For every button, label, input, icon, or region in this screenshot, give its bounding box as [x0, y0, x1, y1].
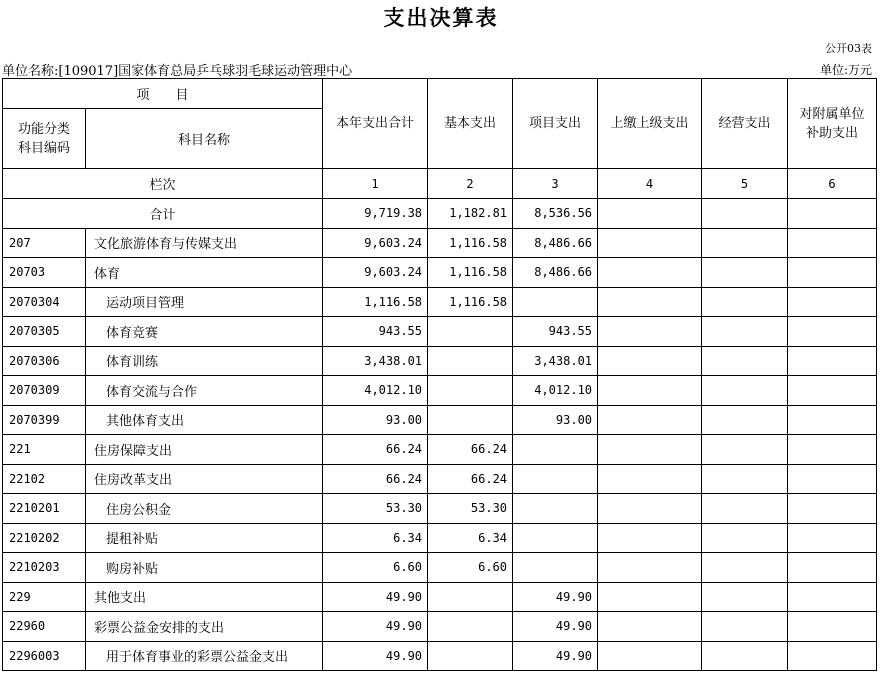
table-row [3, 494, 877, 524]
row-value: 1,116.58 [323, 287, 428, 317]
row-value [702, 376, 788, 406]
table-row [3, 346, 877, 376]
row-name: 其他体育支出 [86, 405, 323, 435]
row-value [788, 494, 877, 524]
lanci-label: 栏次 [3, 169, 323, 199]
row-value: 49.90 [323, 641, 428, 671]
row-name: 住房保障支出 [86, 435, 323, 465]
total-value [702, 199, 788, 229]
row-code: 207 [3, 228, 86, 258]
total-value: 1,182.81 [428, 199, 513, 229]
row-value: 1,116.58 [428, 228, 513, 258]
row-value: 66.24 [428, 464, 513, 494]
row-code: 2070309 [3, 376, 86, 406]
row-name: 用于体育事业的彩票公益金支出 [86, 641, 323, 671]
row-value: 4,012.10 [323, 376, 428, 406]
row-value [598, 435, 702, 465]
row-value [428, 405, 513, 435]
row-value [702, 405, 788, 435]
total-value: 8,536.56 [513, 199, 598, 229]
expenditure-table [2, 78, 877, 671]
header-col-3: 项目支出 [513, 79, 598, 169]
row-value [702, 287, 788, 317]
row-value [428, 376, 513, 406]
row-value: 49.90 [513, 582, 598, 612]
row-name: 体育交流与合作 [86, 376, 323, 406]
row-value [788, 582, 877, 612]
row-value [788, 641, 877, 671]
row-value [598, 641, 702, 671]
row-value: 49.90 [323, 582, 428, 612]
row-value: 3,438.01 [513, 346, 598, 376]
row-value: 6.60 [428, 553, 513, 583]
row-value [788, 258, 877, 288]
lanci-num: 6 [788, 169, 877, 199]
header-col-5: 经营支出 [702, 79, 788, 169]
row-name: 其他支出 [86, 582, 323, 612]
row-code: 229 [3, 582, 86, 612]
row-code: 2070305 [3, 317, 86, 347]
row-value [788, 553, 877, 583]
row-value: 943.55 [513, 317, 598, 347]
row-name: 提租补贴 [86, 523, 323, 553]
header-xiangmu: 项 目 [3, 79, 323, 109]
row-value: 53.30 [428, 494, 513, 524]
row-value: 6.34 [428, 523, 513, 553]
currency-unit: 单位:万元 [819, 63, 872, 77]
table-row [3, 287, 877, 317]
unit-name: 单位名称:[109017]国家体育总局乒乓球羽毛球运动管理中心 [2, 64, 353, 79]
row-value [788, 523, 877, 553]
lanci-num: 1 [323, 169, 428, 199]
row-value [788, 346, 877, 376]
row-value [428, 641, 513, 671]
row-value [598, 494, 702, 524]
row-value [788, 464, 877, 494]
header-name: 科目名称 [86, 109, 323, 169]
row-value [702, 435, 788, 465]
row-value: 93.00 [323, 405, 428, 435]
row-value [702, 228, 788, 258]
row-value [513, 287, 598, 317]
row-value: 9,603.24 [323, 228, 428, 258]
row-name: 运动项目管理 [86, 287, 323, 317]
table-row [3, 228, 877, 258]
form-number: 公开03表 [825, 42, 872, 55]
row-name: 体育训练 [86, 346, 323, 376]
table-row [3, 317, 877, 347]
row-value [513, 435, 598, 465]
row-value [428, 317, 513, 347]
row-value: 66.24 [323, 464, 428, 494]
row-value: 1,116.58 [428, 287, 513, 317]
row-value [702, 553, 788, 583]
row-value [598, 317, 702, 347]
row-value [598, 612, 702, 642]
table-row [3, 435, 877, 465]
row-value: 4,012.10 [513, 376, 598, 406]
table-row [3, 612, 877, 642]
row-value [598, 287, 702, 317]
header-col-6: 对附属单位补助支出 [788, 79, 877, 169]
row-value [788, 612, 877, 642]
row-value: 93.00 [513, 405, 598, 435]
row-code: 2296003 [3, 641, 86, 671]
row-value [428, 612, 513, 642]
table-row [3, 376, 877, 406]
row-value: 66.24 [323, 435, 428, 465]
row-value [788, 317, 877, 347]
row-name: 体育 [86, 258, 323, 288]
row-value: 1,116.58 [428, 258, 513, 288]
row-value: 49.90 [513, 612, 598, 642]
page-title: 支出决算表 [383, 5, 499, 30]
row-value [598, 346, 702, 376]
row-code: 2210201 [3, 494, 86, 524]
total-label: 合计 [3, 199, 323, 229]
total-value [598, 199, 702, 229]
header-col-1: 本年支出合计 [323, 79, 428, 169]
row-name: 彩票公益金安排的支出 [86, 612, 323, 642]
table-row [3, 405, 877, 435]
row-value [788, 405, 877, 435]
table-row [3, 641, 877, 671]
row-value: 8,486.66 [513, 228, 598, 258]
row-value [702, 641, 788, 671]
row-value: 49.90 [513, 641, 598, 671]
row-value [513, 523, 598, 553]
row-value [702, 582, 788, 612]
row-value [513, 494, 598, 524]
row-name: 文化旅游体育与传媒支出 [86, 228, 323, 258]
lanci-num: 2 [428, 169, 513, 199]
row-value: 9,603.24 [323, 258, 428, 288]
row-value: 6.34 [323, 523, 428, 553]
row-code: 22102 [3, 464, 86, 494]
table-row [3, 582, 877, 612]
row-value [428, 582, 513, 612]
total-row [3, 199, 877, 229]
header-col-4: 上缴上级支出 [598, 79, 702, 169]
row-value [702, 464, 788, 494]
row-value [788, 376, 877, 406]
row-value [702, 612, 788, 642]
row-value [788, 287, 877, 317]
row-value [598, 405, 702, 435]
row-value [598, 376, 702, 406]
table-row [3, 258, 877, 288]
row-value [513, 464, 598, 494]
row-code: 2070399 [3, 405, 86, 435]
row-code: 2210203 [3, 553, 86, 583]
row-value [702, 523, 788, 553]
row-code: 221 [3, 435, 86, 465]
row-code: 2210202 [3, 523, 86, 553]
row-value [598, 523, 702, 553]
total-value [788, 199, 877, 229]
table-row [3, 523, 877, 553]
row-name: 购房补贴 [86, 553, 323, 583]
row-name: 住房公积金 [86, 494, 323, 524]
row-value [702, 346, 788, 376]
row-value: 66.24 [428, 435, 513, 465]
row-name: 体育竞赛 [86, 317, 323, 347]
row-value: 8,486.66 [513, 258, 598, 288]
row-value: 6.60 [323, 553, 428, 583]
row-value [788, 228, 877, 258]
table-row [3, 464, 877, 494]
row-value [598, 228, 702, 258]
lanci-num: 3 [513, 169, 598, 199]
row-value [598, 553, 702, 583]
row-code: 20703 [3, 258, 86, 288]
row-code: 2070306 [3, 346, 86, 376]
row-value [598, 582, 702, 612]
row-value: 49.90 [323, 612, 428, 642]
header-col-2: 基本支出 [428, 79, 513, 169]
row-value [598, 258, 702, 288]
row-value [702, 317, 788, 347]
row-code: 22960 [3, 612, 86, 642]
row-value: 3,438.01 [323, 346, 428, 376]
row-value [702, 258, 788, 288]
row-value [513, 553, 598, 583]
row-value: 943.55 [323, 317, 428, 347]
header-code: 功能分类科目编码 [3, 109, 86, 169]
row-value [598, 464, 702, 494]
lanci-num: 4 [598, 169, 702, 199]
total-value: 9,719.38 [323, 199, 428, 229]
row-value [428, 346, 513, 376]
table-row [3, 553, 877, 583]
row-value: 53.30 [323, 494, 428, 524]
row-value [702, 494, 788, 524]
row-name: 住房改革支出 [86, 464, 323, 494]
lanci-num: 5 [702, 169, 788, 199]
row-value [788, 435, 877, 465]
row-code: 2070304 [3, 287, 86, 317]
